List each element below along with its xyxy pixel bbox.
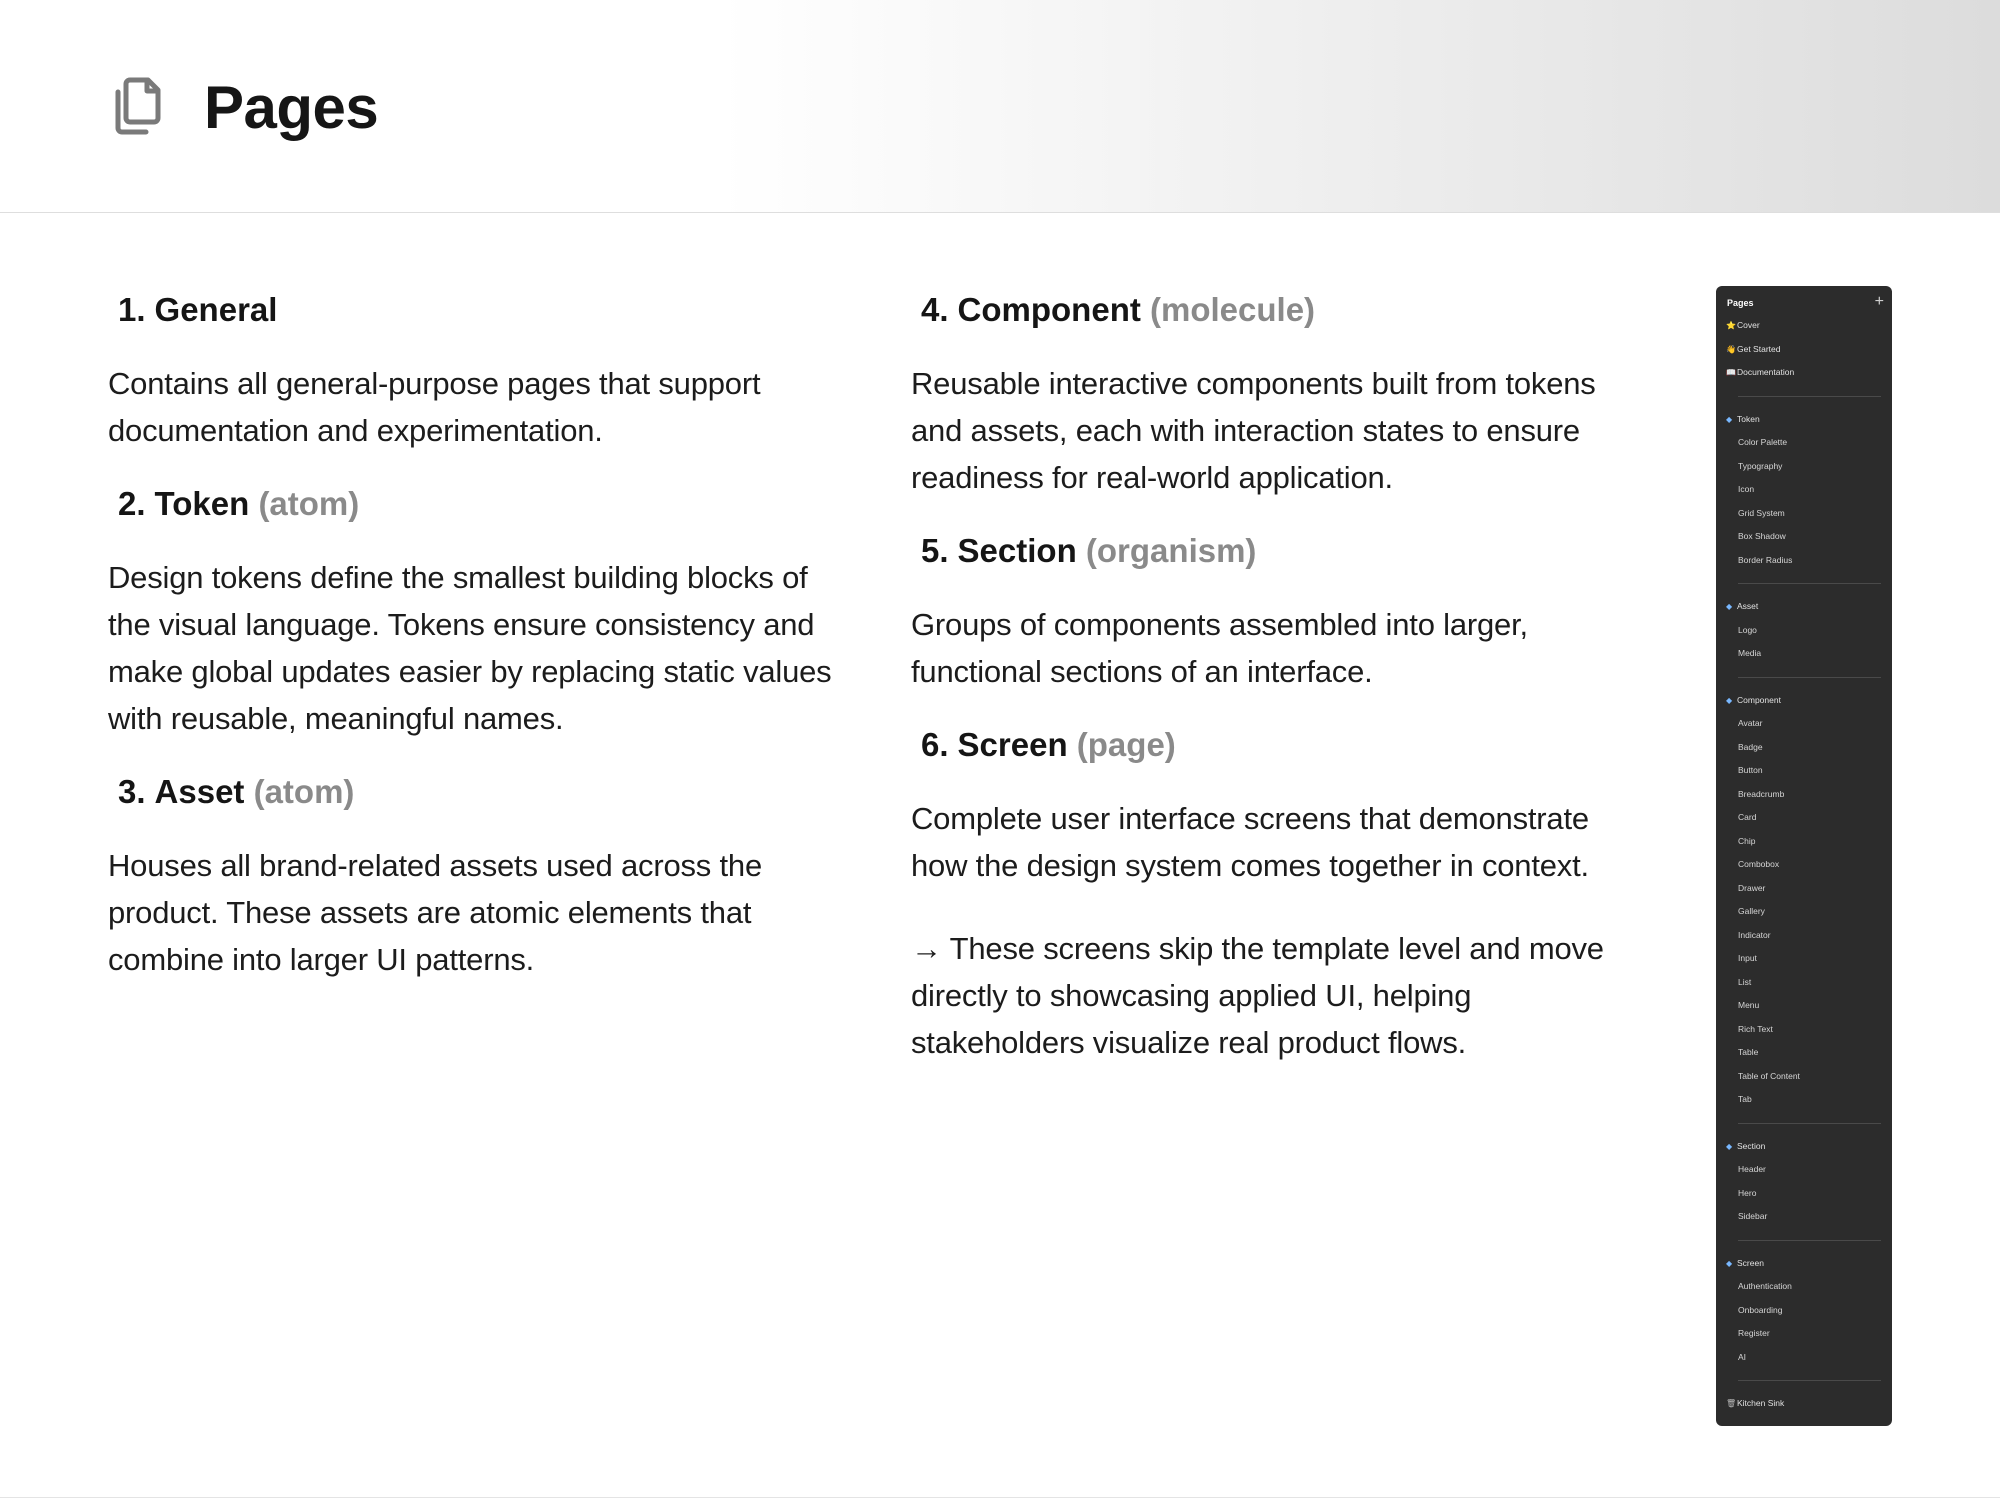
page-item-token[interactable]	[1716, 408, 1892, 432]
page-item-tab[interactable]	[1716, 1088, 1892, 1112]
page-item-label: Typography	[1738, 460, 1783, 471]
section-level: (atom)	[253, 773, 355, 810]
pages-list	[1716, 314, 1892, 1416]
page-header	[0, 0, 2000, 213]
page-item-label: Combobox	[1738, 859, 1780, 869]
page-item-label: Register	[1738, 1328, 1770, 1338]
page-item-label: Sidebar	[1738, 1211, 1768, 1221]
pages-icon	[108, 76, 164, 138]
page-item-avatar[interactable]	[1716, 712, 1892, 736]
page-item-label: Logo	[1738, 624, 1757, 635]
section-name: Section	[957, 532, 1077, 569]
pages-panel-header	[1727, 292, 1884, 314]
page-item-authentication[interactable]	[1716, 1275, 1892, 1299]
page-item-label: Table of Content	[1738, 1070, 1800, 1081]
diamond-icon: ◆	[1726, 1258, 1733, 1268]
page-item-asset[interactable]	[1716, 595, 1892, 619]
section-title	[118, 480, 848, 528]
section-section	[911, 527, 1641, 695]
section-number: 3.	[118, 773, 146, 810]
pages-divider	[1738, 1240, 1881, 1241]
section-level: (page)	[1076, 726, 1176, 763]
section-number: 5.	[921, 532, 949, 569]
page-item-hero[interactable]	[1716, 1182, 1892, 1206]
page-item-label: Rich Text	[1738, 1023, 1773, 1034]
page-item-documentation[interactable]	[1716, 361, 1892, 385]
page-item-label: Drawer	[1738, 882, 1766, 893]
page-item-label: Button	[1738, 765, 1763, 775]
page-item-label: Token	[1737, 413, 1760, 424]
page-item-menu[interactable]	[1716, 994, 1892, 1018]
page-item-cover[interactable]	[1716, 314, 1892, 338]
page-item-label: Screen	[1737, 1257, 1764, 1268]
page-item-label: Card	[1738, 812, 1757, 822]
section-description: Design tokens define the smallest building blocks of the visual language. Tokens ensure consistency and make global updates easier by replacing static values with reusable, meaningful names.	[108, 560, 832, 736]
section-description: Reusable interactive components built from tokens and assets, each with interaction states to ensure readiness for real-world application.	[911, 366, 1596, 495]
page-item-label: Table	[1738, 1047, 1759, 1057]
page-item-onboarding[interactable]	[1716, 1299, 1892, 1323]
page-item-label: Box Shadow	[1738, 531, 1786, 541]
section-title	[921, 527, 1641, 575]
page-title: Pages	[204, 74, 379, 141]
page-item-color-palette[interactable]	[1716, 431, 1892, 455]
section-note: → These screens skip the template level and move directly to showcasing applied UI, helping stakeholders visualize real product flows.	[911, 931, 1604, 1060]
hand-icon: 👋	[1726, 344, 1736, 354]
page-item-label: Cover	[1737, 320, 1760, 330]
page-item-label: Tab	[1738, 1094, 1752, 1104]
section-name: Screen	[957, 726, 1068, 763]
page-item-table-of-content[interactable]	[1716, 1065, 1892, 1089]
book-icon: 📖	[1726, 368, 1736, 377]
page-item-drawer[interactable]	[1716, 877, 1892, 901]
page-item-label: Authentication	[1738, 1281, 1792, 1291]
page-item-label: Gallery	[1738, 906, 1765, 916]
page-item-screen[interactable]	[1716, 1252, 1892, 1276]
page-item-label: Indicator	[1738, 929, 1771, 940]
page-item-label: Documentation	[1737, 367, 1795, 377]
section-token	[108, 480, 848, 742]
page-item-indicator[interactable]	[1716, 924, 1892, 948]
section-level: (atom)	[258, 485, 360, 522]
page-item-label: Badge	[1738, 741, 1763, 752]
diamond-icon: ◆	[1726, 1141, 1733, 1151]
pages-panel-title: Pages	[1727, 298, 1754, 308]
section-name: General	[154, 291, 278, 328]
pages-divider	[1738, 1380, 1881, 1381]
page-item-label: Hero	[1738, 1187, 1757, 1198]
section-level: (organism)	[1085, 532, 1257, 569]
page-item-label: Input	[1738, 953, 1757, 963]
section-screen	[911, 721, 1641, 1066]
page-item-button[interactable]	[1716, 759, 1892, 783]
page-item-component[interactable]	[1716, 689, 1892, 713]
pages-panel	[1716, 286, 1892, 1426]
section-title	[118, 768, 848, 816]
page-item-label: Grid System	[1738, 507, 1785, 518]
page-item-border-radius[interactable]	[1716, 549, 1892, 573]
section-description: Groups of components assembled into larger, functional sections of an interface.	[911, 607, 1528, 689]
page-item-label: Get Started	[1737, 343, 1781, 354]
section-general	[108, 286, 848, 454]
page-item-badge[interactable]	[1716, 736, 1892, 760]
page-item-rich-text[interactable]	[1716, 1018, 1892, 1042]
page-item-label: List	[1738, 976, 1752, 987]
section-number: 1.	[118, 291, 146, 328]
page-item-ai[interactable]	[1716, 1346, 1892, 1370]
page-item-label: Menu	[1738, 1000, 1760, 1010]
page-item-card[interactable]	[1716, 806, 1892, 830]
page-item-chip[interactable]	[1716, 830, 1892, 854]
page-item-breadcrumb[interactable]	[1716, 783, 1892, 807]
page-item-label: Avatar	[1738, 718, 1763, 728]
sections-column-right	[911, 286, 1641, 1066]
section-title	[118, 286, 848, 334]
section-asset	[108, 768, 848, 983]
section-name: Asset	[154, 773, 245, 810]
page-item-input[interactable]	[1716, 947, 1892, 971]
page-item-combobox[interactable]	[1716, 853, 1892, 877]
section-name: Component	[957, 291, 1141, 328]
section-description: Contains all general-purpose pages that support documentation and experimentation.	[108, 366, 761, 448]
page-item-get-started[interactable]	[1716, 338, 1892, 362]
section-level: (molecule)	[1150, 291, 1316, 328]
page-item-header[interactable]	[1716, 1158, 1892, 1182]
page-item-kitchen-sink[interactable]	[1716, 1392, 1892, 1416]
page-item-table[interactable]	[1716, 1041, 1892, 1065]
page-item-media[interactable]	[1716, 642, 1892, 666]
section-name: Token	[154, 485, 250, 522]
page-item-label: Onboarding	[1738, 1304, 1783, 1315]
section-number: 4.	[921, 291, 949, 328]
section-number: 2.	[118, 485, 146, 522]
section-title	[921, 721, 1641, 769]
page-item-label: Chip	[1738, 835, 1756, 846]
page-item-list[interactable]	[1716, 971, 1892, 995]
page-item-icon[interactable]	[1716, 478, 1892, 502]
section-description: Houses all brand-related assets used across the product. These assets are atomic elements that combine into larger UI patterns.	[108, 848, 763, 977]
page-item-gallery[interactable]	[1716, 900, 1892, 924]
pages-divider	[1738, 396, 1881, 397]
section-description: Complete user interface screens that demonstrate how the design system comes together in context.	[911, 801, 1589, 883]
page-item-label: Asset	[1737, 601, 1759, 611]
section-number: 6.	[921, 726, 949, 763]
bin-icon: 🗑	[1726, 1399, 1737, 1408]
page-item-label: Media	[1738, 648, 1762, 658]
page-item-register[interactable]	[1716, 1322, 1892, 1346]
page-item-section[interactable]	[1716, 1135, 1892, 1159]
diamond-icon: ◆	[1726, 602, 1733, 611]
pages-divider	[1738, 1123, 1881, 1124]
star-icon: ⭐	[1726, 321, 1736, 330]
page-item-label: Section	[1737, 1140, 1766, 1151]
page-item-label: Border Radius	[1738, 554, 1793, 565]
section-title	[921, 286, 1641, 334]
page-item-logo[interactable]	[1716, 619, 1892, 643]
page-item-label: Color Palette	[1738, 437, 1788, 447]
page-item-label: Component	[1737, 694, 1781, 705]
bottom-divider	[0, 1497, 2000, 1498]
page-item-label: Icon	[1738, 484, 1755, 494]
page-item-label: Kitchen Sink	[1737, 1398, 1785, 1408]
page-item-sidebar[interactable]	[1716, 1205, 1892, 1229]
pages-divider	[1738, 583, 1881, 584]
page-item-grid-system[interactable]	[1716, 502, 1892, 526]
diamond-icon: ◆	[1726, 695, 1733, 705]
page-item-label: AI	[1738, 1351, 1747, 1362]
page-item-box-shadow[interactable]	[1716, 525, 1892, 549]
diamond-icon: ◆	[1726, 414, 1733, 424]
page-item-typography[interactable]	[1716, 455, 1892, 479]
page-item-label: Breadcrumb	[1738, 788, 1785, 799]
pages-divider	[1738, 677, 1881, 678]
sections-column-left	[108, 286, 848, 1009]
page-item-label: Header	[1738, 1164, 1766, 1174]
section-component	[911, 286, 1641, 501]
add-page-button[interactable]: +	[1874, 293, 1884, 310]
